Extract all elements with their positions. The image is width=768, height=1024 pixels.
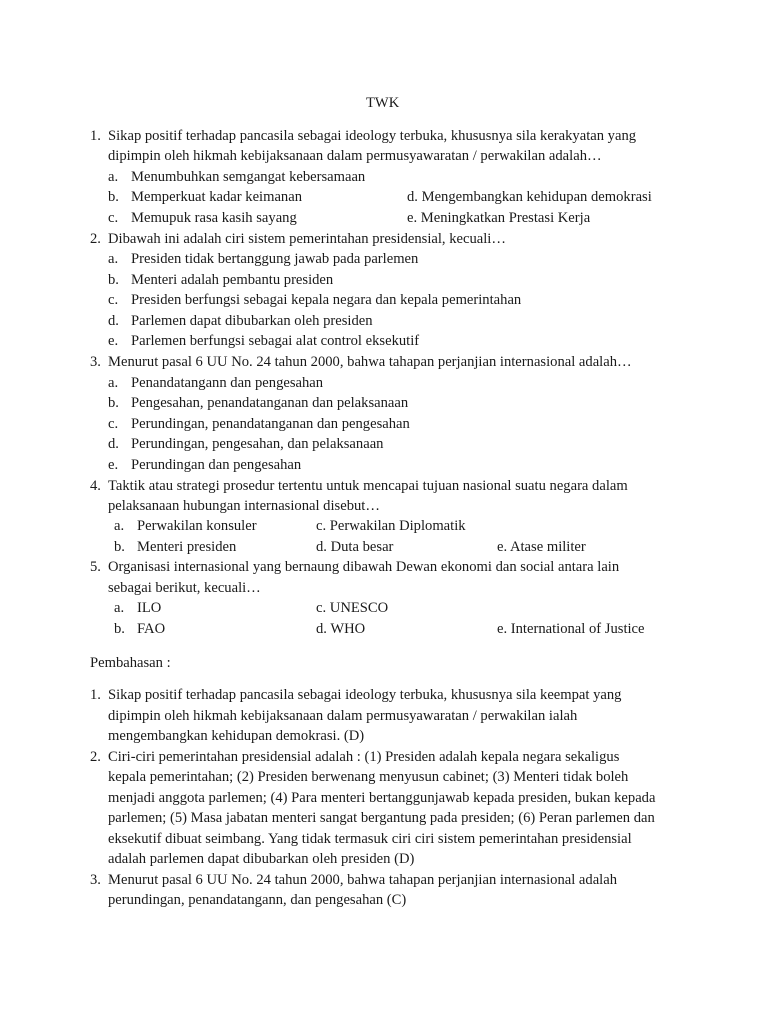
question-3-option-c-letter: c. xyxy=(108,416,119,432)
question-1-text-line-2: dipimpin oleh hikmah kebijaksanaan dalam permusyawaratan / perwakilan adalah… xyxy=(108,148,602,164)
question-3-option-d-letter: d. xyxy=(108,436,119,452)
question-2-number: 2. xyxy=(90,231,101,247)
discussion-3-line-1: Menurut pasal 6 UU No. 24 tahun 2000, bahwa tahapan perjanjian internasional adalah xyxy=(108,872,618,888)
discussion-2-line-2: kepala pemerintahan; (2) Presiden berwenang menyusun cabinet; (3) Menteri tidak boleh xyxy=(108,769,629,785)
question-5-option-b-letter: b. xyxy=(114,621,125,637)
question-4-option-a-letter: a. xyxy=(114,518,125,534)
question-2-option-b: Menteri adalah pembantu presiden xyxy=(131,272,334,288)
question-2-option-a: Presiden tidak bertanggung jawab pada parlemen xyxy=(131,251,419,267)
discussion-2-line-6: adalah parlemen dapat dibubarkan oleh presiden (D) xyxy=(108,851,415,867)
discussion-2-line-3: menjadi anggota parlemen; (4) Para menteri bertanggunjawab kepada presiden, bukan kepada xyxy=(108,790,656,806)
question-4-option-a: Perwakilan konsuler xyxy=(137,518,257,534)
question-3-number: 3. xyxy=(90,354,101,370)
question-2-text-line-1: Dibawah ini adalah ciri sistem pemerintahan presidensial, kecuali… xyxy=(108,231,506,247)
question-1-option-a-letter: a. xyxy=(108,169,119,185)
discussion-1-line-2: dipimpin oleh hikmah kebijaksanaan dalam permusyawaratan / perwakilan ialah xyxy=(108,708,578,724)
question-5-option-a: ILO xyxy=(137,600,162,616)
discussion-2-number: 2. xyxy=(90,749,101,765)
question-3-option-a-letter: a. xyxy=(108,375,119,391)
question-4-option-e: e. Atase militer xyxy=(497,539,586,555)
question-5-option-a-letter: a. xyxy=(114,600,125,616)
discussion-1-line-3: mengembangkan kehidupan demokrasi. (D) xyxy=(108,728,365,744)
question-5-option-c: c. UNESCO xyxy=(316,600,389,616)
question-3-option-d: Perundingan, pengesahan, dan pelaksanaan xyxy=(131,436,384,452)
question-5-option-b: FAO xyxy=(137,621,166,637)
question-2-option-a-letter: a. xyxy=(108,251,119,267)
question-4-number: 4. xyxy=(90,478,101,494)
question-1-option-e: e. Meningkatkan Prestasi Kerja xyxy=(407,210,591,226)
discussion-3-number: 3. xyxy=(90,872,101,888)
question-3-option-b-letter: b. xyxy=(108,395,119,411)
question-5-number: 5. xyxy=(90,559,101,575)
question-4-text-line-1: Taktik atau strategi prosedur tertentu untuk mencapai tujuan nasional suatu negara dalam xyxy=(108,478,628,494)
discussion-1-number: 1. xyxy=(90,687,101,703)
question-2-option-b-letter: b. xyxy=(108,272,119,288)
question-1-number: 1. xyxy=(90,128,101,144)
question-2-option-c-letter: c. xyxy=(108,292,119,308)
question-2-option-e-letter: e. xyxy=(108,333,119,349)
question-4-text-line-2: pelaksanaan hubungan internasional disebut… xyxy=(108,498,380,514)
document-title: TWK xyxy=(366,95,400,111)
question-1-option-d: d. Mengembangkan kehidupan demokrasi xyxy=(407,189,652,205)
question-1-option-c-letter: c. xyxy=(108,210,119,226)
question-5-option-e: e. International of Justice xyxy=(497,621,645,637)
question-1-option-a: Menumbuhkan semgangat kebersamaan xyxy=(131,169,366,185)
discussion-3-line-2: perundingan, penandatangann, dan pengesahan (C) xyxy=(108,892,407,908)
discussion-1-line-1: Sikap positif terhadap pancasila sebagai ideology terbuka, khususnya sila keempat yang xyxy=(108,687,622,703)
question-5-text-line-1: Organisasi internasional yang bernaung dibawah Dewan ekonomi dan social antara lain xyxy=(108,559,620,575)
question-3-option-e-letter: e. xyxy=(108,457,119,473)
question-1-text-line-1: Sikap positif terhadap pancasila sebagai ideology terbuka, khususnya sila kerakyatan yang xyxy=(108,128,637,144)
discussion-2-line-4: parlemen; (5) Masa jabatan menteri sangat bergantung pada presiden; (6) Peran parlemen dan xyxy=(108,810,655,826)
question-4-option-b: Menteri presiden xyxy=(137,539,237,555)
question-1-option-c: Memupuk rasa kasih sayang xyxy=(131,210,297,226)
question-4-option-b-letter: b. xyxy=(114,539,125,555)
question-2-option-d-letter: d. xyxy=(108,313,119,329)
question-4-option-c: c. Perwakilan Diplomatik xyxy=(316,518,466,534)
question-1-option-b: Memperkuat kadar keimanan xyxy=(131,189,302,205)
discussion-heading: Pembahasan : xyxy=(90,655,171,671)
question-3-option-b: Pengesahan, penandatanganan dan pelaksanaan xyxy=(131,395,409,411)
question-3-text-line-1: Menurut pasal 6 UU No. 24 tahun 2000, bahwa tahapan perjanjian internasional adalah… xyxy=(108,354,632,370)
question-4-option-d: d. Duta besar xyxy=(316,539,394,555)
question-5-option-d: d. WHO xyxy=(316,621,366,637)
question-3-option-a: Penandatangann dan pengesahan xyxy=(131,375,324,391)
question-3-option-c: Perundingan, penandatanganan dan pengesahan xyxy=(131,416,410,432)
question-2-option-e: Parlemen berfungsi sebagai alat control eksekutif xyxy=(131,333,420,349)
question-2-option-c: Presiden berfungsi sebagai kepala negara dan kepala pemerintahan xyxy=(131,292,522,308)
question-1-option-b-letter: b. xyxy=(108,189,119,205)
question-5-text-line-2: sebagai berikut, kecuali… xyxy=(108,580,261,596)
discussion-2-line-1: Ciri-ciri pemerintahan presidensial adalah : (1) Presiden adalah kepala negara sekaligus xyxy=(108,749,620,765)
question-2-option-d: Parlemen dapat dibubarkan oleh presiden xyxy=(131,313,373,329)
question-3-option-e: Perundingan dan pengesahan xyxy=(131,457,302,473)
discussion-2-line-5: eksekutif dibuat seimbang. Yang tidak termasuk ciri ciri sistem pemerintahan presidensial xyxy=(108,831,632,847)
